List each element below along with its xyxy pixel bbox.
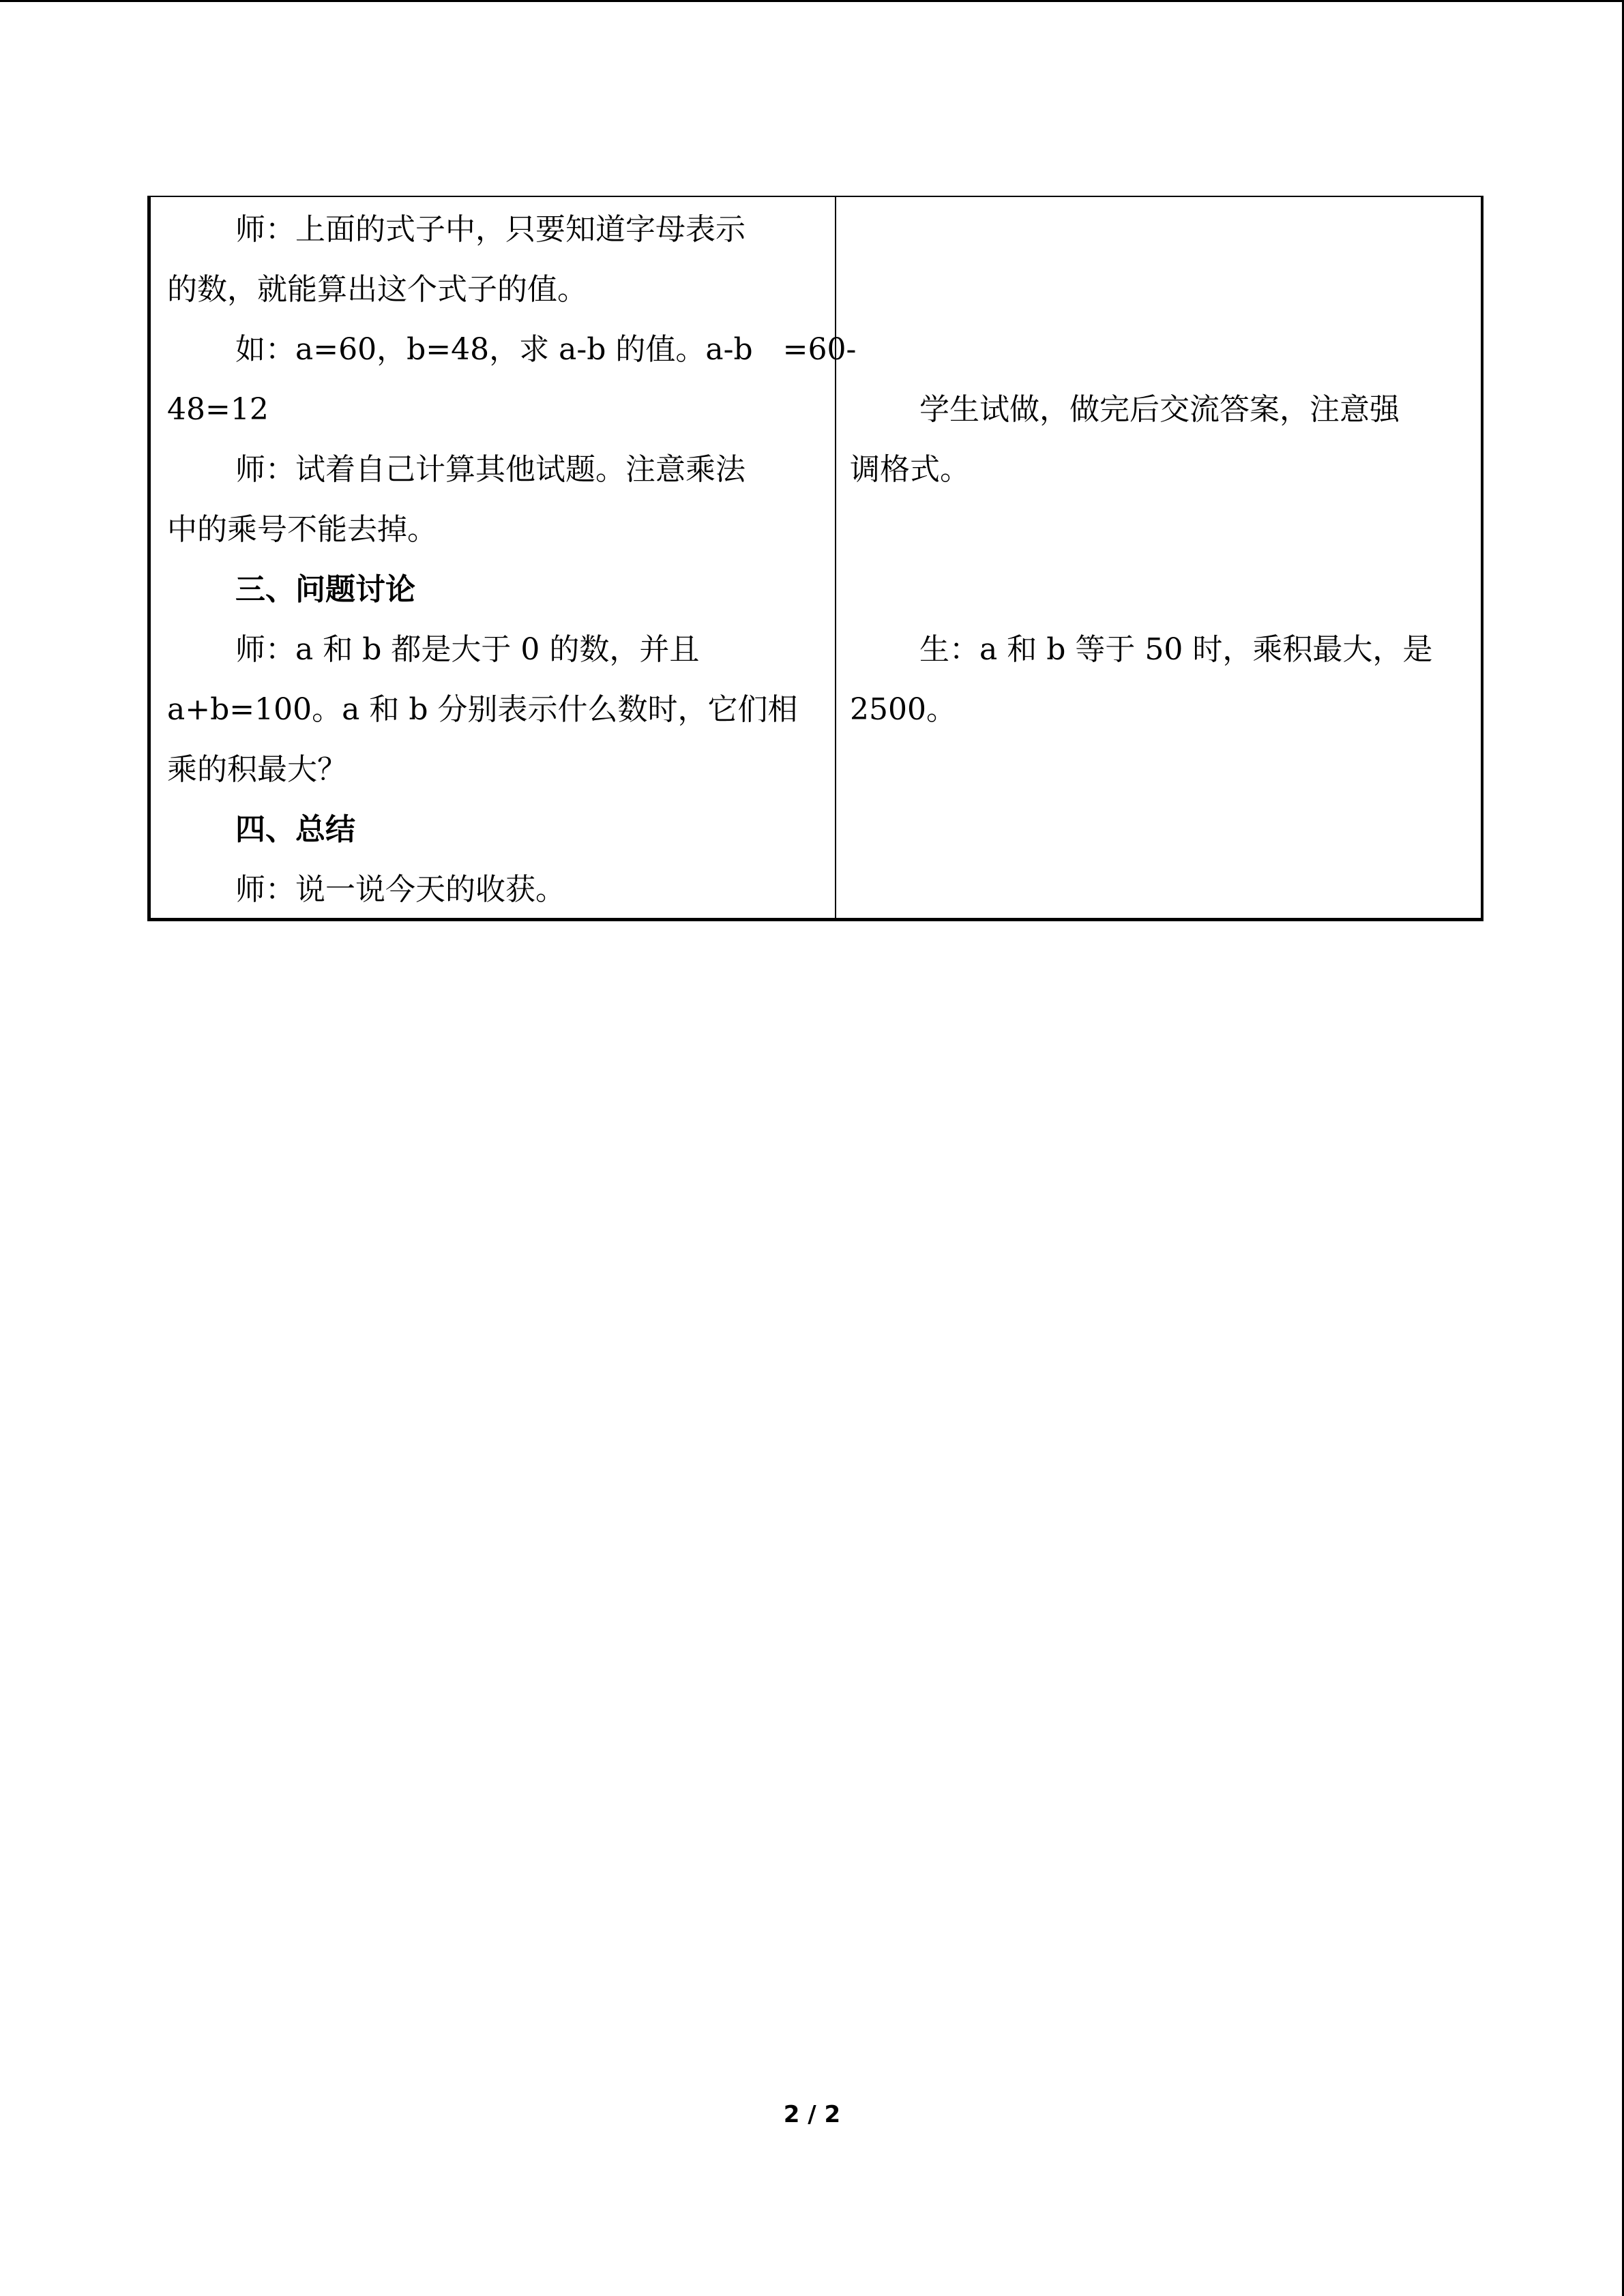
- left-line-10: 乘的积最大？: [167, 752, 347, 787]
- section-heading-discussion: 三、问题讨论: [235, 572, 415, 607]
- table-row: [149, 196, 1483, 920]
- section-heading-summary: 四、总结: [235, 812, 355, 847]
- page-number: 2 / 2: [783, 2101, 841, 2128]
- left-line-3: 如：a=60，b=48，求 a-b 的值。a-b =60-: [235, 332, 857, 367]
- left-line-5: 师：试着自己计算其他试题。注意乘法: [235, 452, 745, 487]
- teacher-activity-cell: [149, 196, 857, 920]
- student-activity-cell: [836, 196, 1482, 920]
- left-line-9: a+b=100。a 和 b 分别表示什么数时，它们相: [167, 692, 798, 727]
- lesson-plan-table: [147, 196, 1483, 921]
- left-line-1: 师：上面的式子中，只要知道字母表示: [235, 212, 745, 247]
- left-line-2: 的数，就能算出这个式子的值。: [167, 272, 587, 307]
- left-line-8: 师：a 和 b 都是大于 0 的数，并且: [235, 632, 700, 667]
- left-line-12: 师：说一说今天的收获。: [235, 872, 565, 907]
- left-line-6: 中的乘号不能去掉。: [167, 512, 437, 547]
- page-top-border: [0, 0, 1624, 2]
- left-line-4: 48=12: [167, 392, 269, 427]
- right-line-1: 学生试做，做完后交流答案，注意强: [919, 392, 1400, 427]
- right-line-3: 生：a 和 b 等于 50 时，乘积最大，是: [919, 632, 1433, 667]
- right-line-4: 2500。: [850, 692, 956, 727]
- right-line-2: 调格式。: [850, 452, 970, 487]
